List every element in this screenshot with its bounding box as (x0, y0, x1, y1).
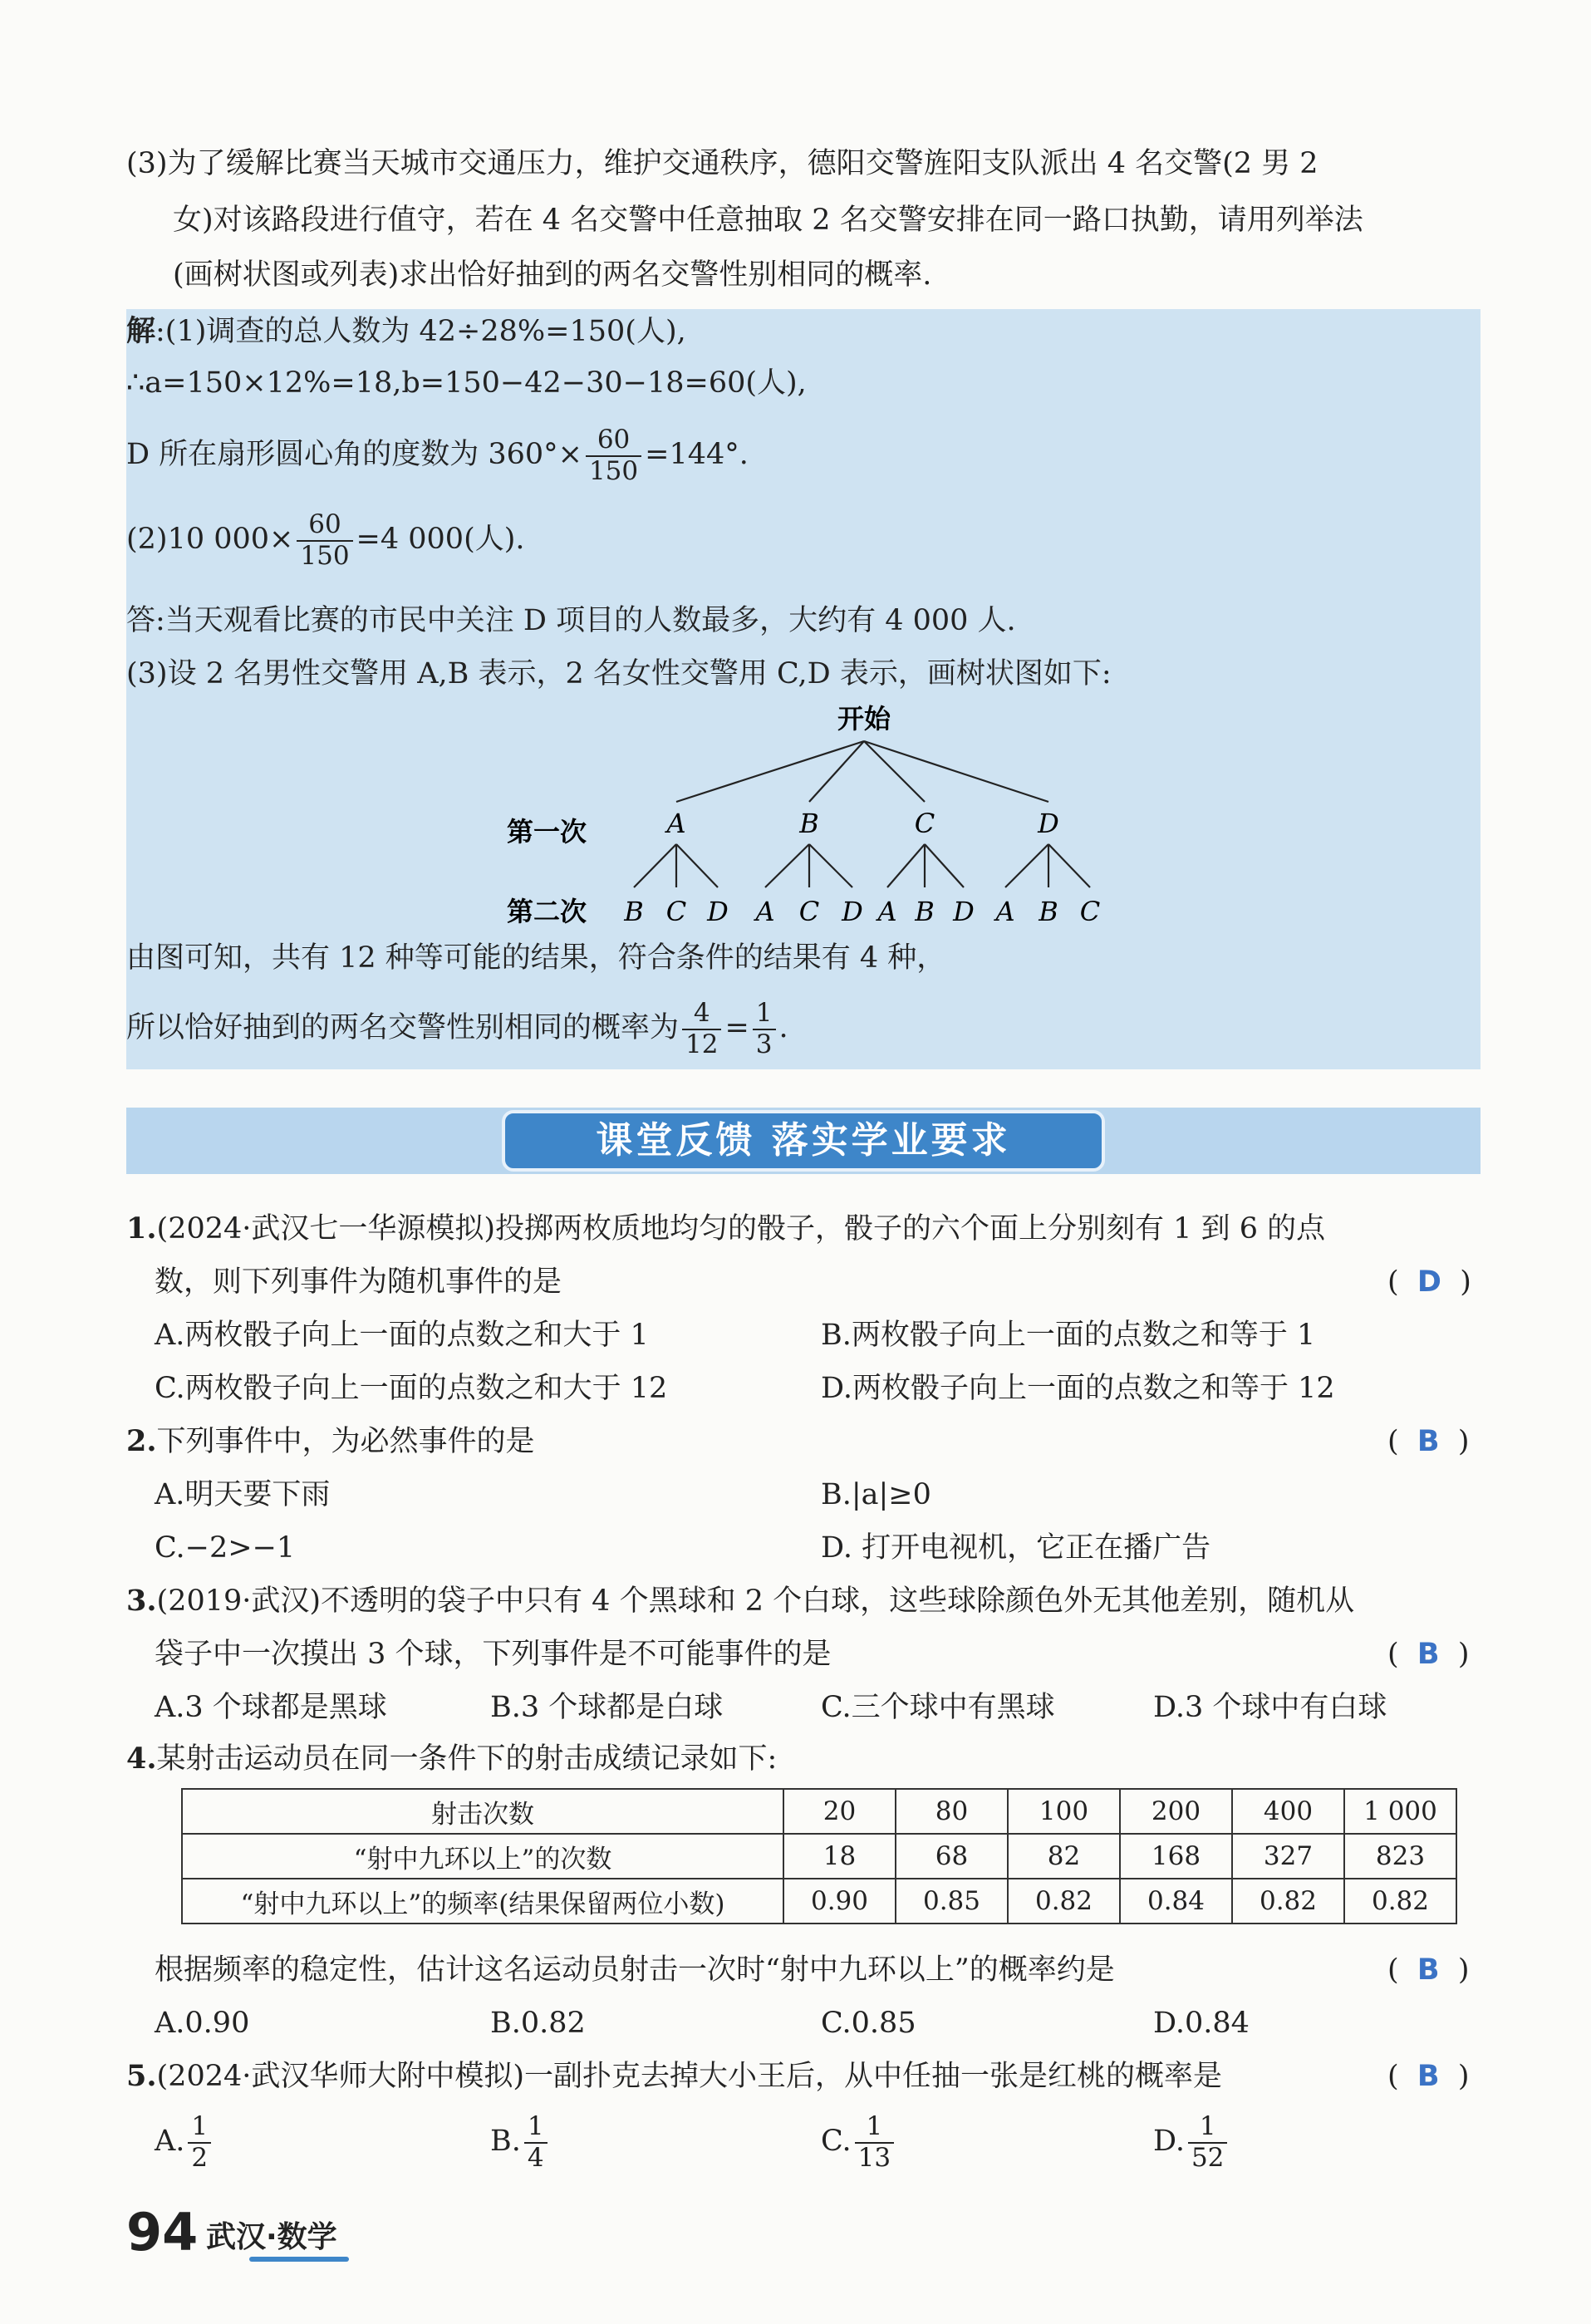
tree-node-first: B (799, 808, 819, 839)
table-cell: 100 (1008, 1789, 1120, 1834)
tree-node-second: D (953, 896, 975, 927)
q1-option-d: D.两枚骰子向上一面的点数之和等于 12 (821, 1372, 1335, 1405)
table-cell: 18 (783, 1834, 896, 1879)
table-cell: 200 (1120, 1789, 1232, 1834)
page-number: 94 (126, 2202, 199, 2263)
solution-text: :(1)调查的总人数为 42÷28%=150(人), (155, 315, 686, 348)
q1-option-c: C.两枚骰子向上一面的点数之和大于 12 (155, 1372, 668, 1405)
option-label: A. (155, 2125, 185, 2159)
fraction (855, 2112, 894, 2173)
q3-line-1 (126, 1584, 1354, 1619)
q5-stem: (2024·武汉华师大附中模拟)一副扑克去掉大小王后，从中任抽一张是红桃的概率是 (156, 2060, 1223, 2093)
table-cell: 射击次数 (182, 1789, 783, 1834)
edge (809, 844, 852, 887)
q1-line-1 (126, 1211, 1325, 1246)
tree-node-first: D (1038, 808, 1059, 839)
fraction-num: 1 (755, 998, 773, 1028)
tree-node-second: B (1039, 896, 1058, 927)
q3-line-2: 袋子中一次摸出 3 个球，下列事件是不可能事件的是 (155, 1638, 832, 1671)
q4-option-d: D.0.84 (1153, 2007, 1250, 2040)
q4-number: 4. (126, 1742, 157, 1776)
q2-option-c: C.−2>−1 (155, 1531, 296, 1565)
q1-option-b: B.两枚骰子向上一面的点数之和等于 1 (821, 1319, 1316, 1352)
edge (634, 844, 676, 887)
fraction (753, 999, 776, 1059)
answer-letter: D (1417, 1265, 1441, 1299)
q4-question: 根据频率的稳定性，估计这名运动员射击一次时“射中九环以上”的概率约是 (155, 1953, 1115, 1987)
solution-line-8 (126, 999, 788, 1059)
q5-answer: ( B ) (1387, 2060, 1470, 2093)
q4-option-c: C.0.85 (821, 2007, 916, 2040)
tree-node-second: A (877, 896, 897, 927)
option-label: B. (490, 2125, 521, 2159)
equals-sign: = (724, 1011, 749, 1045)
fraction-den: 13 (855, 2142, 894, 2174)
fraction (188, 2112, 211, 2173)
edge (676, 844, 718, 887)
solution-line-7: 由图可知，共有 12 种等可能的结果，符合条件的结果有 4 种， (126, 941, 946, 975)
fraction (524, 2112, 548, 2173)
fraction-num: 1 (191, 2111, 209, 2141)
answer-letter: B (1417, 1953, 1440, 1987)
solution-line3-post: =144°. (645, 438, 749, 472)
q3-option-c: C.三个球中有黑球 (821, 1691, 1055, 1724)
fraction-den: 3 (753, 1029, 776, 1060)
edge (925, 844, 964, 887)
score-table (181, 1788, 1457, 1924)
fraction-den: 4 (524, 2142, 548, 2174)
fraction (1188, 2112, 1227, 2173)
q1-option-a: A.两枚骰子向上一面的点数之和大于 1 (155, 1319, 649, 1352)
q2-option-d: D. 打开电视机，它正在播广告 (821, 1531, 1211, 1565)
edge (1005, 844, 1048, 887)
fraction-den: 2 (188, 2142, 211, 2174)
table-cell: 0.82 (1232, 1879, 1344, 1924)
table-cell: 400 (1232, 1789, 1344, 1834)
q5-option-c (821, 2112, 897, 2173)
answer-letter: B (1417, 1425, 1440, 1458)
intro-line-1: (3)为了缓解比赛当天城市交通压力，维护交通秩序，德阳交警旌阳支队派出 4 名交警(2 男 2 (126, 147, 1318, 180)
tree-edges (634, 741, 1090, 887)
footer-underline (249, 2257, 349, 2262)
answer-letter: B (1417, 2060, 1440, 2093)
table-row (182, 1789, 1456, 1834)
table-cell: 0.90 (783, 1879, 896, 1924)
solution-line-3 (126, 425, 749, 486)
answer-letter: B (1417, 1638, 1440, 1671)
q3-option-d: D.3 个球中有白球 (1153, 1691, 1387, 1724)
intro-line-3: (画树状图或列表)求出恰好抽到的两名交警性别相同的概率. (173, 258, 932, 292)
tree-node-first: A (666, 808, 686, 839)
q3-option-a: A.3 个球都是黑球 (155, 1691, 387, 1724)
fraction-num: 1 (1199, 2111, 1216, 2141)
option-label: C. (821, 2125, 852, 2159)
fraction-num: 60 (308, 509, 341, 539)
table-cell: “射中九环以上”的次数 (182, 1834, 783, 1879)
table-cell: 80 (896, 1789, 1008, 1834)
edge (1048, 844, 1090, 887)
table-cell: 168 (1120, 1834, 1232, 1879)
fraction (297, 510, 352, 571)
solution-line-1 (126, 314, 686, 349)
table-cell: “射中九环以上”的频率(结果保留两位小数) (182, 1879, 783, 1924)
fraction-num: 60 (597, 425, 631, 454)
fraction-den: 12 (682, 1029, 721, 1060)
tree-row1-label: 第一次 (507, 816, 587, 848)
solution-label: 解 (126, 314, 156, 348)
table-cell: 0.82 (1344, 1879, 1456, 1924)
q5-option-a (155, 2112, 214, 2173)
solution-line8-post: . (778, 1011, 788, 1045)
q2-answer: ( B ) (1387, 1425, 1470, 1458)
q5-line (126, 2059, 1222, 2094)
q3-option-b: B.3 个球都是白球 (490, 1691, 724, 1724)
q5-option-b (490, 2112, 551, 2173)
tree-node-second: D (707, 896, 729, 927)
tree-node-second: B (624, 896, 644, 927)
table-cell: 327 (1232, 1834, 1344, 1879)
q2-option-b: B.|a|≥0 (821, 1478, 931, 1511)
q3-answer: ( B ) (1387, 1638, 1470, 1671)
tree-node-first: C (914, 808, 935, 839)
solution-line-2: ∴a=150×12%=18,b=150−42−30−18=60(人), (126, 366, 807, 400)
edge (864, 741, 1048, 802)
solution-line-5: 答:当天观看比赛的市民中关注 D 项目的人数最多，大约有 4 000 人. (126, 604, 1016, 637)
fraction-num: 4 (693, 998, 710, 1028)
table-cell: 823 (1344, 1834, 1456, 1879)
footer-title: 武汉·数学 (206, 2220, 337, 2254)
tree-node-second: B (915, 896, 935, 927)
table-cell: 82 (1008, 1834, 1120, 1879)
solution-line3-pre: D 所在扇形圆心角的度数为 360°× (126, 438, 582, 472)
q1-stem: (2024·武汉七一华源模拟)投掷两枚质地均匀的骰子，骰子的六个面上分别刻有 1 到 6 的点 (156, 1212, 1326, 1246)
q4-option-b: B.0.82 (490, 2007, 586, 2040)
fraction (586, 425, 641, 486)
q1-answer: ( D ) (1387, 1265, 1471, 1299)
q4-stem: 某射击运动员在同一条件下的射击成绩记录如下: (156, 1742, 778, 1776)
tree-node-second: D (842, 896, 863, 927)
q1-line-2: 数，则下列事件为随机事件的是 (155, 1265, 562, 1299)
tree-node-second: A (755, 896, 775, 927)
solution-line-4 (126, 510, 525, 571)
table-cell: 0.84 (1120, 1879, 1232, 1924)
q4-line (126, 1742, 777, 1776)
q2-number: 2. (126, 1424, 157, 1458)
tree-root: 开始 (837, 703, 891, 735)
q1-number: 1. (126, 1211, 157, 1246)
solution-line-6: (3)设 2 名男性交警用 A,B 表示，2 名女性交警用 C,D 表示，画树状图如下: (126, 657, 1112, 690)
table-cell: 0.82 (1008, 1879, 1120, 1924)
q5-option-d (1153, 2112, 1230, 2173)
table-row (182, 1834, 1456, 1879)
q2-line (126, 1424, 535, 1459)
fraction-den: 150 (297, 540, 352, 572)
q5-number: 5. (126, 2059, 157, 2093)
tree-diagram (465, 698, 1130, 931)
q3-stem: (2019·武汉)不透明的袋子中只有 4 个黑球和 2 个白球，这些球除颜色外无其他差别，随机从 (156, 1585, 1355, 1618)
tree-node-second: A (995, 896, 1015, 927)
fraction-num: 1 (527, 2111, 544, 2141)
table-cell: 20 (783, 1789, 896, 1834)
solution-line4-post: =4 000(人). (356, 523, 525, 557)
option-label: D. (1153, 2125, 1185, 2159)
fraction-num: 1 (866, 2111, 883, 2141)
tree-node-second: C (798, 896, 820, 927)
table-cell: 0.85 (896, 1879, 1008, 1924)
q4-option-a: A.0.90 (155, 2007, 250, 2040)
table-cell: 1 000 (1344, 1789, 1456, 1834)
section-banner: 课堂反馈 落实学业要求 (502, 1110, 1105, 1172)
tree-node-second: C (1079, 896, 1101, 927)
edge (887, 844, 925, 887)
table-row (182, 1879, 1456, 1924)
q2-option-a: A.明天要下雨 (155, 1478, 331, 1511)
q2-stem: 下列事件中，为必然事件的是 (156, 1425, 535, 1458)
fraction-den: 52 (1188, 2142, 1227, 2174)
edge (765, 844, 809, 887)
tree-row2-label: 第二次 (507, 896, 587, 927)
q4-answer: ( B ) (1387, 1953, 1470, 1987)
fraction (682, 999, 721, 1059)
fraction-den: 150 (586, 455, 641, 487)
solution-line4-pre: (2)10 000× (126, 523, 294, 557)
tree-node-second: C (665, 896, 687, 927)
intro-line-2: 女)对该路段进行值守，若在 4 名交警中任意抽取 2 名交警安排在同一路口执勤，请用列举法 (173, 204, 1363, 237)
table-cell: 68 (896, 1834, 1008, 1879)
q3-number: 3. (126, 1584, 157, 1618)
solution-line8-pre: 所以恰好抽到的两名交警性别相同的概率为 (126, 1011, 680, 1045)
